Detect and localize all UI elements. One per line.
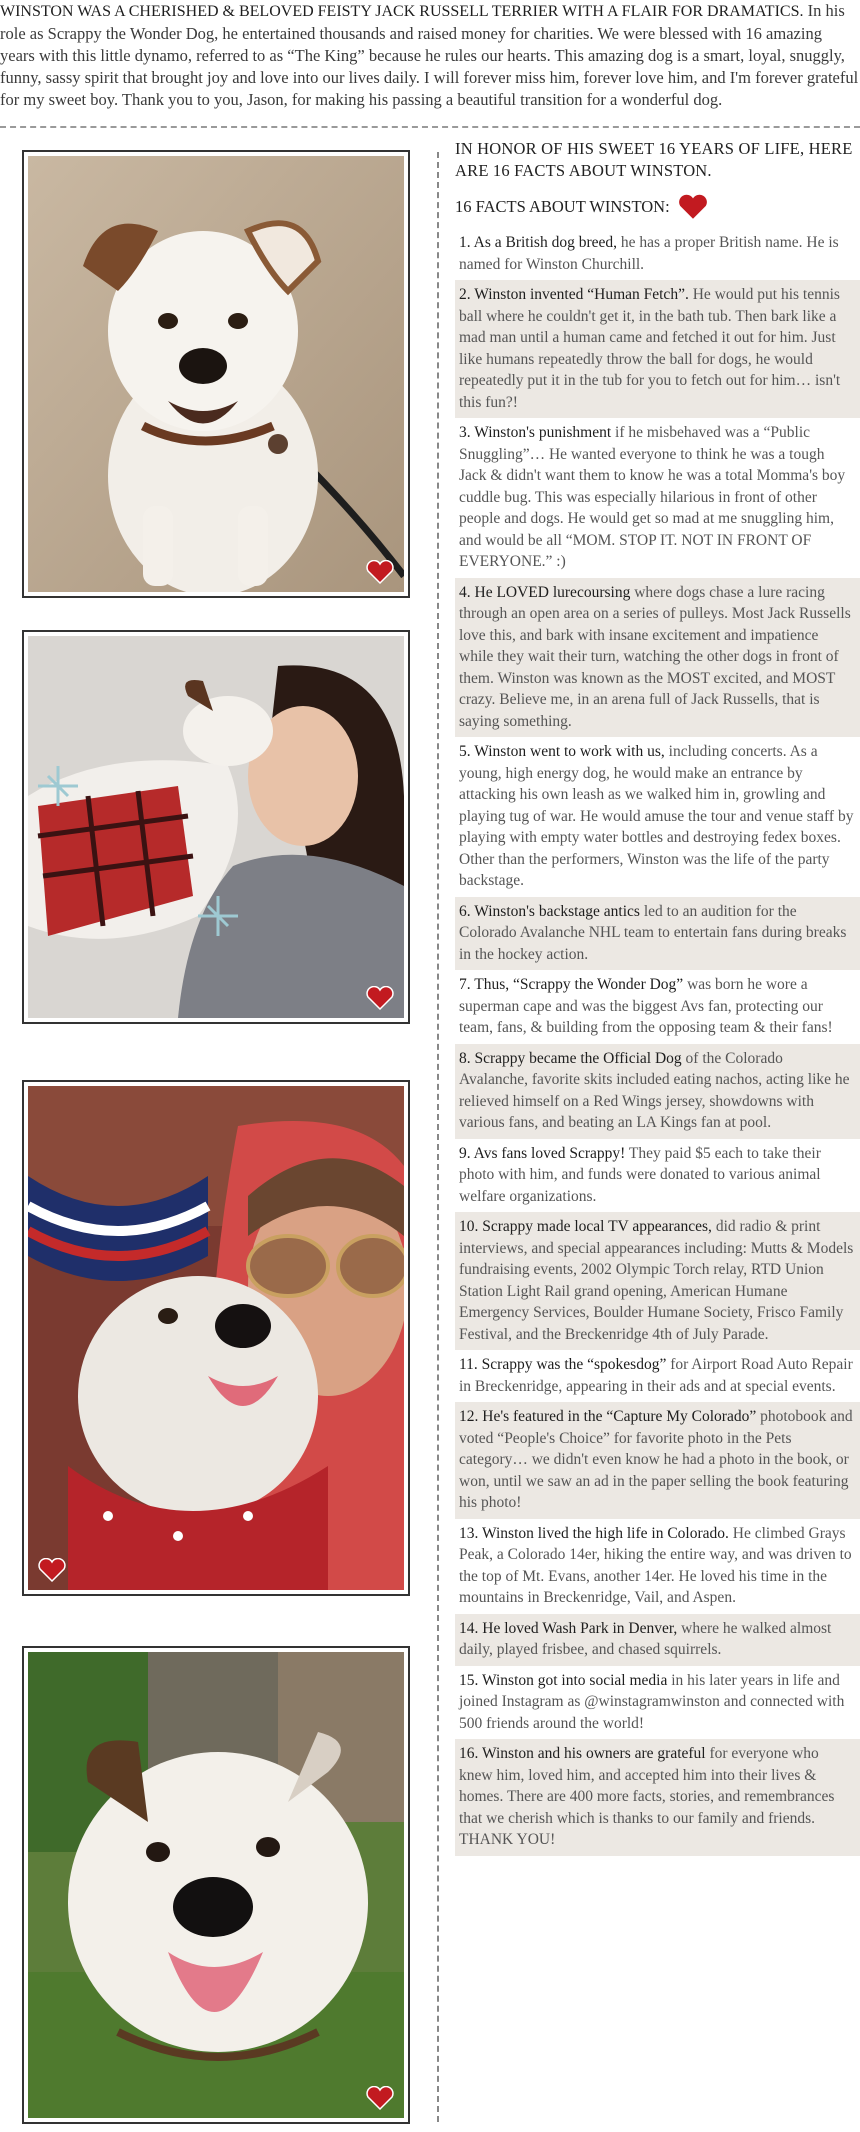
fact-text: They paid $5 each to take their photo with him, and funds were donated to various animal welfare organizations. (459, 1144, 821, 1205)
photo-card-1 (22, 150, 410, 598)
intro-heading: WINSTON WAS A CHERISHED & BELOVED FEISTY JACK RUSSELL TERRIER WITH A FLAIR FOR DRAMATICS. (0, 3, 804, 20)
dog-kiss-illustration (28, 636, 404, 1018)
fact-lead: 2. Winston invented “Human Fetch”. (459, 286, 689, 303)
fact-lead: 8. Scrappy became the Official Dog (459, 1049, 682, 1067)
intro-body: In his role as Scrappy the Wonder Dog, he entertained thousands and raised money for charities. We were blessed with 16 amazing years with this little dynamo, referred to as “The King” because he rules our hearts. This amazing dog is a smart, loyal, snuggly, funny, sassy spirit that brought joy and love into our lives daily. I will forever miss him, forever love him, and I'm forever grateful for my sweet boy. Thank you to you, Jason, for making his passing a beautiful transition for a wonderful dog. (0, 1, 859, 109)
facts-section (455, 138, 860, 1856)
facts-subtitle-row (455, 194, 860, 220)
fact-text: He climbed Grays Peak, a Colorado 14er, hiking the entire way, and was driven to the top of Mt. Evans, another 14er. He loved his time in the mountains in Breckenridge, Vail, and Aspen. (459, 1524, 852, 1606)
facts-title: IN HONOR OF HIS SWEET 16 YEARS OF LIFE, HERE ARE 16 FACTS ABOUT WINSTON. (455, 139, 853, 180)
section-divider (0, 126, 860, 132)
photo-winston-parade (28, 1086, 404, 1590)
fact-list (455, 228, 860, 1856)
fact-lead: 10. Scrappy made local TV appearances, (459, 1218, 712, 1235)
fact-text: led to an audition for the Colorado Avalanche NHL team to entertain fans during breaks in the hockey action. (459, 902, 847, 963)
fact-text: if he misbehaved was a “Public Snuggling”… He wanted everyone to think he was a tough Jack & didn't want them to know he was a total Momma's boy cuddle bug. This was especially hilarious in front of other people and dogs. He would get so mad at me snuggling him, and would be all “MOM. STOP IT. NOT IN FRONT OF EVERYONE.” :) (459, 424, 846, 570)
fact-item (455, 1739, 860, 1856)
fact-text: in his later years in life and joined Instagram as @winstagramwinston and connected with 500 friends around the world! (459, 1671, 845, 1732)
fact-lead: 4. He LOVED lurecoursing (459, 583, 631, 601)
photo-winston-kissing-owner (28, 636, 404, 1018)
fact-item (455, 1519, 860, 1614)
fact-lead: 9. Avs fans loved Scrappy! (459, 1144, 626, 1162)
fact-item (455, 737, 860, 897)
fact-item (455, 1402, 860, 1519)
fact-item (455, 578, 860, 738)
fact-item (455, 1044, 860, 1139)
facts-subtitle: 16 FACTS ABOUT WINSTON: (455, 197, 670, 216)
photo-card-4 (22, 1646, 410, 2124)
photo-winston-grass (28, 1652, 404, 2118)
fact-text: for Airport Road Auto Repair in Breckenridge, appearing in their ads and at special events. (459, 1356, 853, 1395)
fact-item (455, 1212, 860, 1350)
fact-text: where he walked almost daily, played frisbee, and chased squirrels. (459, 1619, 832, 1658)
heart-icon (38, 1558, 66, 1582)
fact-lead: 1. As a British dog breed, (459, 234, 617, 251)
heart-icon (366, 986, 394, 1010)
fact-item (455, 1614, 860, 1666)
fact-lead: 6. Winston's backstage antics (459, 902, 640, 920)
heart-icon (366, 2086, 394, 2110)
fact-lead: 15. Winston got into social media (459, 1671, 668, 1689)
fact-text: of the Colorado Avalanche, favorite skits included eating nachos, acting like he relieved himself on a Red Wings jersey, showdowns with various fans, and beating an LA Kings fan at pool. (459, 1049, 850, 1131)
fact-lead: 7. Thus, “Scrappy the Wonder Dog” (459, 976, 684, 993)
fact-text: He would put his tennis ball where he couldn't get it, in the bath tub. Then bark like a mad man until a human came and fetched it out for him. Just like humans repeatedly throw the ball for dogs, he would repeatedly put it in the tub for you to fetch out for him… isn't this fun?! (459, 286, 841, 411)
fact-item (455, 418, 860, 578)
fact-text: for everyone who knew him, loved him, and accepted him into their lives & homes. There are 400 more facts, stories, and remembrances that we cherish which is thanks to our family and friends. THANK YOU! (459, 1745, 835, 1848)
fact-item (455, 228, 860, 280)
fact-text: was born he wore a superman cape and was the biggest Avs fan, protecting our team, fans, & building from the opposing team & their fans! (459, 976, 833, 1036)
fact-lead: 16. Winston and his owners are grateful (459, 1745, 706, 1762)
heart-icon (366, 560, 394, 584)
fact-text: including concerts. As a young, high energy dog, he would make an entrance by attacking his own leash as we walked him in, growling and playing tug of war. He would amuse the tour and venue staff by playing with empty water bottles and destroying fedex boxes. Other than the performers, Winston was the life of the party backstage. (459, 743, 854, 889)
fact-text: photobook and voted “People's Choice” for favorite photo in the Pets category… we didn't even know he had a photo in the book, or won, until we saw an ad in the paper selling the book featuring his photo! (459, 1408, 853, 1511)
fact-item (455, 970, 860, 1044)
photo-card-2 (22, 630, 410, 1024)
photo-winston-sitting (28, 156, 404, 592)
fact-lead: 14. He loved Wash Park in Denver, (459, 1619, 678, 1637)
parade-illustration (28, 1086, 404, 1590)
fact-item (455, 1666, 860, 1740)
fact-lead: 11. Scrappy was the “spokesdog” (459, 1356, 667, 1373)
fact-lead: 12. He's featured in the “Capture My Colorado” (459, 1408, 757, 1425)
grass-dog-illustration (28, 1652, 404, 2118)
fact-item (455, 1139, 860, 1213)
fact-item (455, 1350, 860, 1402)
fact-item (455, 897, 860, 971)
fact-lead: 5. Winston went to work with us, (459, 743, 665, 760)
fact-lead: 3. Winston's punishment (459, 424, 612, 441)
fact-text: where dogs chase a lure racing through an open area on a series of pulleys. Most Jack Russells love this, and bark with insane excitement and impatience while they wait their turn, watching the other dogs in front of them. Winston was known as the MOST excited, and MOST crazy. Believe me, in an arena full of Jack Russells, that is saying something. (459, 583, 851, 730)
fact-text: he has a proper British name. He is named for Winston Churchill. (459, 234, 839, 273)
photo-card-3 (22, 1080, 410, 1596)
fact-lead: 13. Winston lived the high life in Colorado. (459, 1524, 729, 1542)
heart-icon (678, 194, 708, 220)
fact-item (455, 280, 860, 418)
fact-text: did radio & print interviews, and special appearances including: Mutts & Models fundraising events, 2002 Olympic Torch relay, RTD Union Station Light Rail grand opening, American Humane Emergency Services, Boulder Humane Society, Frisco Family Festival, and the Breckenridge 4th of July Parade. (459, 1218, 854, 1343)
column-divider (437, 152, 439, 2122)
intro-paragraph (0, 0, 860, 111)
dog-sitting-illustration (28, 156, 404, 592)
